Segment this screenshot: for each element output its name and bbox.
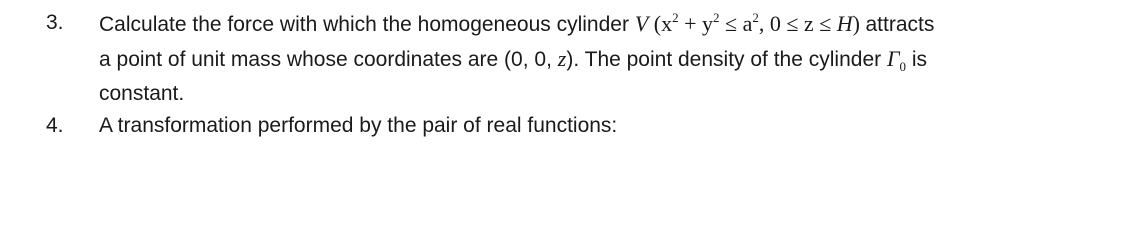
text-segment: is bbox=[911, 48, 927, 71]
math-text: , 0 ≤ z ≤ bbox=[758, 11, 837, 36]
text-segment: attracts bbox=[865, 13, 935, 36]
math-expression bbox=[886, 46, 906, 74]
math-text: + y bbox=[678, 11, 714, 36]
math-superscript: 2 bbox=[752, 10, 759, 25]
math-subscript: 0 bbox=[899, 59, 906, 74]
problem-text-line-2 bbox=[99, 46, 927, 72]
math-superscript: 2 bbox=[713, 10, 720, 25]
problem-text-line-1 bbox=[99, 114, 617, 138]
math-text: ≤ a bbox=[719, 11, 753, 36]
math-expression bbox=[635, 11, 866, 36]
text-segment: a point of unit mass whose coordinates are (0, 0, bbox=[99, 48, 552, 71]
math-superscript: 2 bbox=[672, 10, 679, 25]
text-segment: A transformation performed by the pair of real functions: bbox=[99, 114, 618, 137]
text-segment: Calculate the force with which the homogeneous cylinder bbox=[99, 13, 629, 36]
math-variable: Γ bbox=[886, 46, 900, 71]
math-text: ) bbox=[852, 11, 860, 36]
problem-number: 3. bbox=[46, 11, 64, 34]
math-variable: H bbox=[836, 11, 853, 36]
math-variable: z bbox=[557, 46, 567, 71]
text-segment: constant. bbox=[99, 82, 185, 105]
math-text: (x bbox=[653, 11, 673, 36]
problem-text-line-1 bbox=[99, 11, 934, 37]
problem-text-line-3 bbox=[99, 82, 184, 106]
text-segment: ). The point density of the cylinder bbox=[566, 48, 882, 71]
problem-number: 4. bbox=[46, 114, 64, 137]
math-variable: V bbox=[634, 11, 649, 36]
